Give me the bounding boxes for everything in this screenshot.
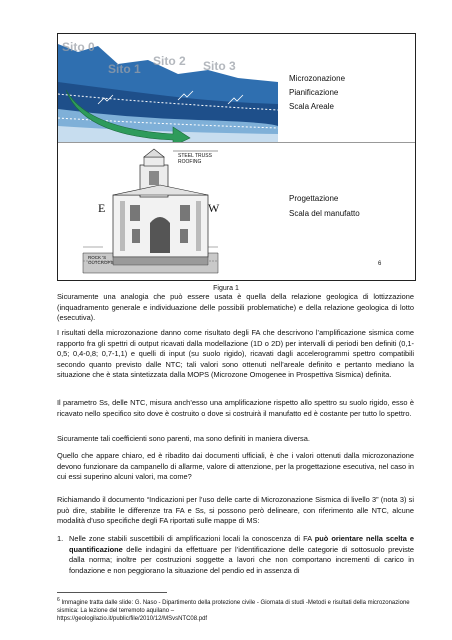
footnote-text: Immagine tratta dalle slide: G. Naso - Dipartimento della protezione civile - Giornata di studi -Metodi e risultati della microzonazione sismica: La lezione del terremoto aquilano –	[57, 600, 410, 615]
list-number: 1.	[57, 534, 64, 543]
paragraph-2: I risultati della microzonazione danno come risultato degli FA che descrivono l’amplificazione sismica come rapporto fra gli spettri di output ricavati dalla modellazione (1D o 2D) per intervalli di periodi ben definiti (0,1-0,5; 0,4-0,8; 0,7-1,1) e quelli di input (su suolo rigido), ricavati dagli accelerogrammi spettro compatibili secondo quanto previsto dalle NTC; tali valori sono ottenuti nell’areale definito e pertanto mediano la situazione che è stata sintetizzata dalla MOPS (Microzone Omogenee in Prospettiva Sismica) definita.	[57, 328, 414, 380]
site-3-label: Sito 3	[203, 59, 236, 73]
building-panel	[58, 143, 415, 280]
paragraph-3: Il parametro Ss, delle NTC, misura anch’esso una amplificazione rispetto allo spettro su suolo rigido, esso è ricavato nello specifico sito dove è costruito o dove si costruirà il manufatto ed è costante per tutto lo spettro.	[57, 398, 414, 418]
roof-label: STEEL TRUSS ROOFING	[178, 153, 212, 165]
footnote	[57, 596, 414, 624]
site-0-label: Sito 0	[62, 40, 95, 54]
label-microzonazione: Microzonazione	[289, 74, 346, 83]
label-pianificazione: Pianificazione	[289, 88, 339, 97]
footnote-url[interactable]: https://geologilazio.it/public/file/2010/12/MSvsNTC08.pdf	[57, 616, 208, 623]
figure-footnote-marker: 6	[378, 261, 382, 267]
list-text-bold: può orientare nella scelta e quantificazione	[69, 534, 414, 554]
paragraph-5: Quello che appare chiaro, ed è ribadito dai documenti ufficiali, è che i valori ottenuti dalla microzonazione devono funzionare da campanello di allarme, valore di attenzione, per la progettazione esecutiva, nel caso in cui essi superino alcuni valori, ma come?	[57, 451, 414, 482]
rock-label: ROCK 'S OUTCROPS	[88, 255, 114, 265]
figure-caption: Figura 1	[213, 285, 239, 292]
east-label: E	[98, 201, 106, 215]
label-progettazione: Progettazione	[289, 194, 339, 203]
cross-section-illustration	[58, 34, 415, 142]
paragraph-4: Sicuramente tali coefficienti sono parenti, ma sono definiti in maniera diversa.	[57, 434, 310, 443]
footnote-divider	[57, 592, 167, 593]
site-2-label: Sito 2	[153, 54, 186, 68]
figure-1	[57, 33, 416, 281]
site-1-label: Sito 1	[108, 62, 141, 76]
label-scala-manufatto: Scala del manufatto	[289, 209, 360, 218]
footnote-marker: 6	[57, 597, 60, 603]
list-text	[69, 534, 414, 576]
paragraph-6: Richiamando il documento “Indicazioni per l’uso delle carte di Microzonazione Sismica di livello 3” (nota 3) si può dire, stabilite le differenze tra FA e Ss, si possono però delineare, con riferimento alle NTC, alcune modalità d’uso specifiche degli FA riportati sulle mappe di MS:	[57, 495, 414, 526]
list-text-after: delle indagini da effettuare per l’identificazione delle categorie di sottosuolo previste dalla norma; inoltre per costruzioni soggette a lavori che non comportano incrementi di carico in fondazione e non peggiorano la situazione del pendio ed in assenza di	[69, 544, 414, 575]
paragraph-1: Sicuramente una analogia che può essere usata è quella della relazione geologica di lottizzazione (inquadramento generale e individuazione delle possibili problematiche) e della relazione geologica di lotto (esecutiva).	[57, 292, 414, 323]
label-scala-areale: Scala Areale	[289, 102, 334, 111]
microzonation-panel	[58, 34, 415, 143]
list-text-before: Nelle zone stabili suscettibili di amplificazioni locali la conoscenza di FA	[69, 534, 315, 543]
west-label: W	[208, 201, 220, 215]
